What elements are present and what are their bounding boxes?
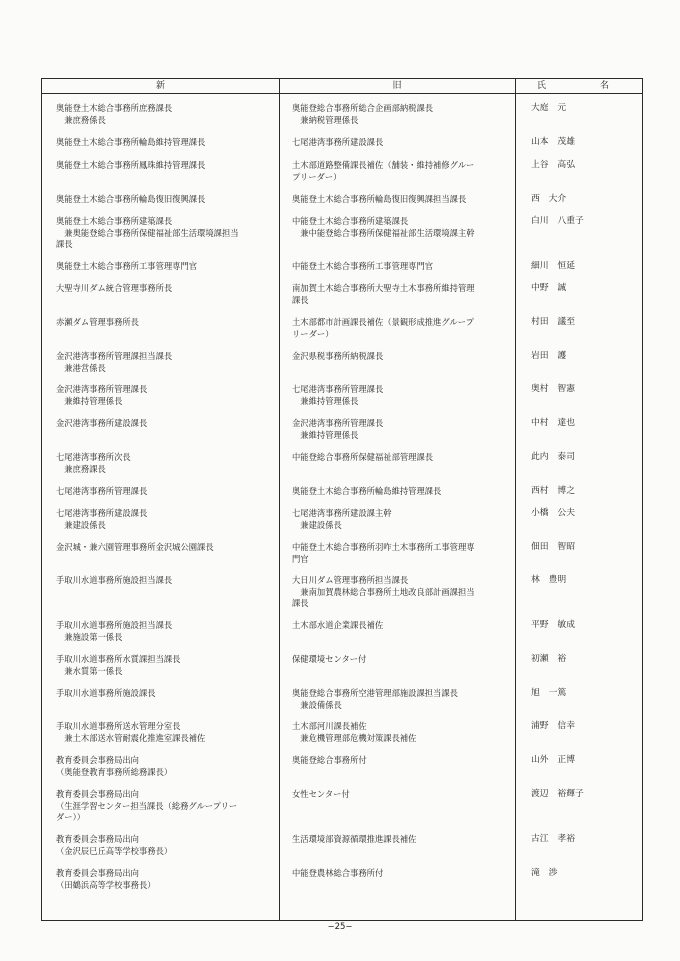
person-name: 岩田 護 [531, 351, 567, 361]
new-position: 金沢城・兼六園管理事務所金沢城公園課長 [56, 542, 214, 552]
header-new: 新 [155, 81, 165, 91]
old-position: 中能登農林総合事務所付 [292, 868, 384, 878]
new-position: 金沢港湾事務所管理課担当課長 兼港営係長 [56, 351, 173, 373]
new-position: 手取川水道事務所水質課担当課長 兼水質第一係長 [56, 654, 181, 676]
old-position: 保健環境センター付 [292, 654, 367, 664]
old-position: 奥能登土木総合事務所輪島復旧復興課担当課長 [292, 194, 467, 204]
old-position: 女性センター付 [292, 789, 350, 799]
column-divider [515, 79, 516, 920]
old-position: 奥能登総合事務所付 [292, 755, 367, 765]
new-position: 手取川水道事務所施設担当課長 兼施設第一係長 [56, 620, 173, 642]
old-position: 金沢港湾事務所管理課長 兼維持管理係長 [292, 418, 384, 440]
table-header [42, 79, 642, 94]
person-name: 滝 渉 [531, 868, 558, 878]
person-name: 西 大介 [531, 194, 567, 204]
person-name: 旭 一篤 [531, 688, 567, 698]
new-position: 奥能登土木総合事務所庶務課長 兼庶務係長 [56, 103, 173, 125]
person-name: 山本 茂雄 [531, 137, 575, 147]
old-position: 中能登土木総合事務所羽咋土木事務所工事管理専 門官 [292, 542, 475, 564]
person-name: 古江 孝裕 [531, 834, 575, 844]
new-position: 金沢港湾事務所管理課長 兼維持管理係長 [56, 384, 148, 406]
old-position: 中能登土木総合事務所建築課長 兼中能登総合事務所保健福祉部生活環境課主幹 [292, 216, 475, 238]
new-position: 教育委員会事務局出向 （生涯学習センター担当課長（総務グループリー ダー）） [56, 789, 238, 822]
old-position: 土木部道路整備課長補佐（舗装・維持補修グルー プリーダー） [292, 160, 475, 182]
new-position: 七尾港湾事務所次長 兼庶務課長 [56, 452, 131, 474]
person-name: 白川 八重子 [531, 216, 584, 226]
old-position: 奥能登土木総合事務所輪島維持管理課長 [292, 486, 442, 496]
person-name: 中野 誠 [531, 283, 567, 293]
person-name: 山外 正博 [531, 755, 575, 765]
new-position: 七尾港湾事務所管理課長 [56, 486, 148, 496]
new-position: 奥能登土木総合事務所輪島復旧復興課長 [56, 194, 206, 204]
person-name: 奥村 智憲 [531, 384, 575, 394]
personnel-table [41, 78, 643, 921]
old-position: 大日川ダム管理事務所担当課長 兼南加賀農林総合事務所土地改良部計画課担当 課長 [292, 575, 475, 608]
new-position: 七尾港湾事務所建設課長 兼建設係長 [56, 508, 148, 530]
old-position: 七尾港湾事務所建設課長 [292, 137, 384, 147]
person-name: 中村 達也 [531, 418, 575, 428]
header-name: 氏 名 [536, 81, 621, 91]
person-name: 渡辺 裕輝子 [531, 789, 584, 799]
new-position: 手取川水道事務所施設課長 [56, 688, 156, 698]
person-name: 細川 恒延 [531, 261, 575, 271]
new-position: 金沢港湾事務所建設課長 [56, 418, 148, 428]
person-name: 佃田 智昭 [531, 542, 575, 552]
new-position: 奥能登土木総合事務所鳳珠維持管理課長 [56, 160, 206, 170]
person-name: 小橋 公夫 [531, 508, 575, 518]
old-position: 金沢県税事務所納税課長 [292, 351, 384, 361]
new-position: 赤瀬ダム管理事務所長 [56, 317, 139, 327]
header-old: 旧 [392, 81, 402, 91]
person-name: 初瀬 裕 [531, 654, 567, 664]
page-number: −25− [327, 922, 353, 932]
new-position: 奥能登土木総合事務所建築課長 兼奥能登総合事務所保健福祉部生活環境課担当 課長 [56, 216, 239, 249]
old-position: 七尾港湾事務所管理課長 兼維持管理係長 [292, 384, 384, 406]
column-divider [279, 79, 280, 920]
old-position: 土木部河川課長補佐 兼危機管理部危機対策課長補佐 [292, 721, 417, 743]
old-position: 中能登総合事務所保健福祉部管理課長 [292, 452, 434, 462]
person-name: 此内 泰司 [531, 452, 575, 462]
person-name: 上谷 高弘 [531, 160, 575, 170]
old-position: 七尾港湾事務所建設課主幹 兼建設係長 [292, 508, 392, 530]
new-position: 教育委員会事務局出向 （田鶴浜高等学校事務長） [56, 868, 156, 890]
new-position: 奥能登土木総合事務所輪島維持管理課長 [56, 137, 206, 147]
person-name: 平野 敏成 [531, 620, 575, 630]
old-position: 奥能登総合事務所総合企画部納税課長 兼納税管理係長 [292, 103, 434, 125]
person-name: 村田 議至 [531, 317, 575, 327]
person-name: 大庭 元 [531, 103, 567, 113]
old-position: 奥能登総合事務所空港管理部施設課担当課長 兼設備係長 [292, 688, 458, 710]
old-position: 南加賀土木総合事務所大聖寺土木事務所維持管理 課長 [292, 283, 475, 305]
new-position: 教育委員会事務局出向 （奥能登教育事務所総務課長） [56, 755, 173, 777]
new-position: 大聖寺川ダム統合管理事務所長 [56, 283, 173, 293]
old-position: 土木部水道企業課長補佐 [292, 620, 384, 630]
old-position: 中能登土木総合事務所工事管理専門官 [292, 261, 434, 271]
person-name: 林 豊明 [531, 575, 567, 585]
new-position: 教育委員会事務局出向 （金沢辰巳丘高等学校事務長） [56, 834, 173, 856]
new-position: 手取川水道事務所送水管理分室長 兼土木部送水管耐震化推進室課長補佐 [56, 721, 206, 743]
person-name: 浦野 信幸 [531, 721, 575, 731]
person-name: 西村 博之 [531, 486, 575, 496]
new-position: 手取川水道事務所施設担当課長 [56, 575, 173, 585]
old-position: 生活環境部資源循環推進課長補佐 [292, 834, 417, 844]
old-position: 土木部都市計画課長補佐（景観形成推進グループ リーダー） [292, 317, 474, 339]
new-position: 奥能登土木総合事務所工事管理専門官 [56, 261, 198, 271]
